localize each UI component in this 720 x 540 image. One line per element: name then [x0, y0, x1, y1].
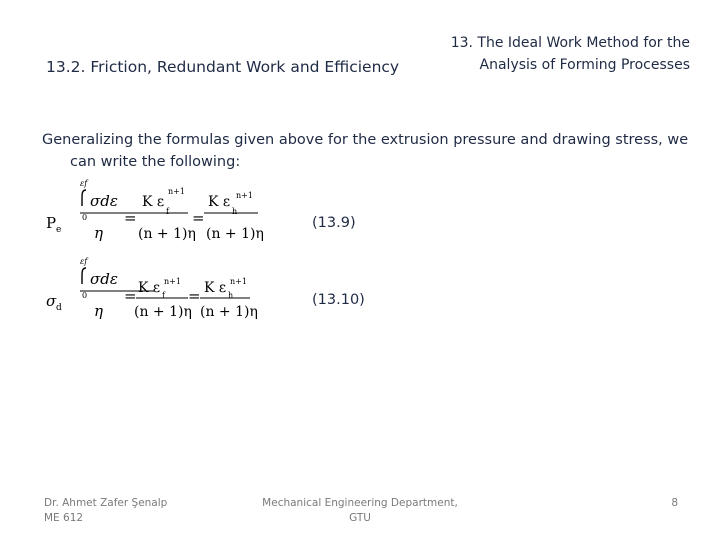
eq-right-num: K ε — [208, 194, 231, 210]
equation-number-13-10: (13.10) — [312, 292, 365, 308]
eq-int-upper: εf — [80, 179, 88, 188]
eq-integrand: σdε — [90, 192, 118, 210]
equals-sign: = — [124, 209, 137, 227]
eq-denominator: η — [94, 224, 103, 242]
equals-sign: = — [192, 209, 205, 227]
eq-middle-sub: f — [162, 291, 165, 300]
eq-right-den: (n + 1)η — [206, 226, 264, 242]
page-number: 8 — [671, 497, 678, 509]
equation-number-13-9: (13.9) — [312, 215, 356, 231]
equation-13-10 — [46, 254, 276, 324]
eq-denominator: η — [94, 302, 103, 320]
footer-university: GTU — [349, 512, 371, 524]
integral-sign — [82, 268, 86, 284]
eq-middle-num: K ε — [138, 280, 161, 296]
footer-author: Dr. Ahmet Zafer Şenalp — [44, 497, 168, 509]
eq-int-upper: εf — [80, 257, 88, 266]
section-heading — [360, 32, 690, 76]
eq-integrand: σdε — [90, 270, 118, 288]
eq-middle-exp: n+1 — [164, 277, 181, 286]
footer-course: ME 612 — [44, 512, 84, 524]
equation-13-9 — [46, 176, 276, 246]
eq-middle-den: (n + 1)η — [134, 304, 192, 320]
eq-right-den: (n + 1)η — [200, 304, 258, 320]
eq-middle-num: K ε — [142, 194, 165, 210]
eq-lhs: σ — [46, 292, 57, 310]
footer-department-block — [250, 496, 470, 526]
eq-right-exp: n+1 — [230, 277, 247, 286]
eq-right-exp: n+1 — [236, 191, 253, 200]
equals-sign: = — [124, 287, 137, 305]
integral-sign — [82, 190, 86, 206]
eq-lhs-sub: d — [56, 303, 62, 313]
footer-author-block — [44, 496, 167, 526]
section-subtitle: Analysis of Forming Processes — [479, 57, 690, 73]
eq-lhs-sub: e — [56, 225, 62, 235]
eq-middle-exp: n+1 — [168, 187, 185, 196]
eq-middle-sub: f — [166, 207, 169, 216]
eq-right-sub: h — [232, 207, 238, 216]
eq-int-lower: 0 — [82, 291, 88, 300]
footer-department: Mechanical Engineering Department, — [262, 497, 458, 509]
eq-middle-den: (n + 1)η — [138, 226, 196, 242]
eq-right-num: K ε — [204, 280, 227, 296]
eq-right-sub: h — [228, 291, 234, 300]
eq-int-lower: 0 — [82, 213, 88, 222]
equals-sign: = — [188, 287, 201, 305]
intro-paragraph: Generalizing the formulas given above for the extrusion pressure and drawing stress, we can write the following: — [42, 132, 689, 170]
slide-title: 13.2. Friction, Redundant Work and Efficiency — [46, 58, 400, 76]
eq-lhs: P — [46, 214, 57, 232]
section-title: 13. The Ideal Work Method for the — [450, 35, 690, 51]
